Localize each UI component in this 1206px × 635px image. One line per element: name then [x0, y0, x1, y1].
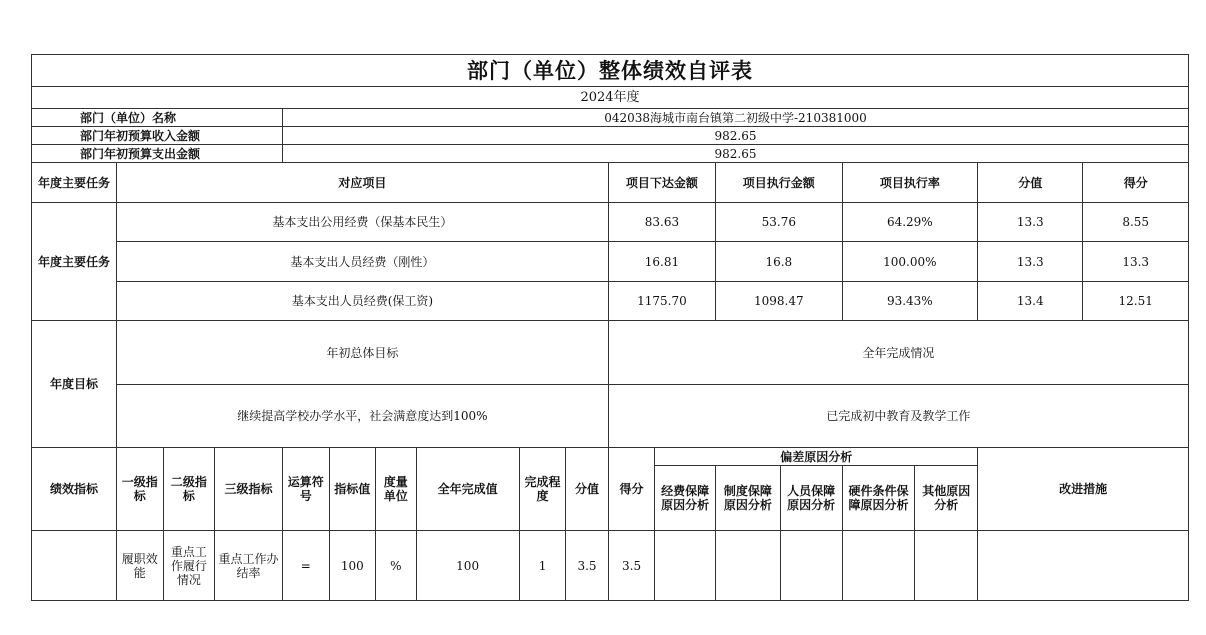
completion-text: 已完成初中教育及教学工作: [608, 385, 1188, 448]
value-header: 分值: [566, 448, 609, 531]
unit-value: %: [376, 531, 416, 601]
indicator-category: [32, 531, 117, 601]
project-name: 基本支出人员经费（刚性）: [117, 242, 609, 282]
expense-value: 982.65: [282, 145, 1188, 163]
executed-amount: 1098.47: [716, 282, 843, 321]
score-value: 13.3: [978, 203, 1083, 242]
target-header: 指标值: [329, 448, 376, 531]
actual-value: 100: [416, 531, 519, 601]
task-header-label: 年度主要任务: [32, 163, 117, 203]
sheet-year: 2024年度: [32, 87, 1189, 109]
income-value: 982.65: [282, 127, 1188, 145]
indicators-label: 绩效指标: [32, 448, 117, 531]
score: 8.55: [1083, 203, 1189, 242]
task-row-label: 年度主要任务: [32, 203, 117, 321]
level1-header: 一级指标: [117, 448, 164, 531]
executed-amount: 16.8: [716, 242, 843, 282]
deviation-header: 偏差原因分析: [655, 448, 978, 466]
overall-goal-header: 年初总体目标: [117, 321, 609, 385]
level2-header: 二级指标: [163, 448, 215, 531]
unit-name-value: 042038海城市南台镇第二初级中学-210381000: [282, 109, 1188, 127]
overall-goal-text: 继续提高学校办学水平，社会满意度达到100%: [117, 385, 609, 448]
value-value: 3.5: [566, 531, 609, 601]
level1-value: 履职效能: [117, 531, 164, 601]
issued-amount: 83.63: [608, 203, 715, 242]
hardware-reason-header: 硬件条件保障原因分析: [842, 466, 915, 531]
sheet-title: 部门（单位）整体绩效自评表: [32, 55, 1189, 87]
issued-amount-header: 项目下达金额: [608, 163, 715, 203]
unit-name-label: 部门（单位）名称: [32, 109, 283, 127]
issued-amount: 1175.70: [608, 282, 715, 321]
execution-rate: 64.29%: [842, 203, 978, 242]
executed-amount: 53.76: [716, 203, 843, 242]
execution-rate: 100.00%: [842, 242, 978, 282]
execution-rate-header: 项目执行率: [842, 163, 978, 203]
evaluation-sheet: [31, 54, 1189, 620]
expense-label: 部门年初预算支出金额: [32, 145, 283, 163]
project-header: 对应项目: [117, 163, 609, 203]
degree-value: 1: [519, 531, 566, 601]
operator-header: 运算符号: [282, 448, 329, 531]
executed-amount-header: 项目执行金额: [716, 163, 843, 203]
project-name: 基本支出人员经费(保工资): [117, 282, 609, 321]
system-reason: [716, 531, 781, 601]
issued-amount: 16.81: [608, 242, 715, 282]
table-row: [32, 242, 1189, 282]
actual-header: 全年完成值: [416, 448, 519, 531]
staff-reason: [780, 531, 842, 601]
degree-header: 完成程度: [519, 448, 566, 531]
table-row: [32, 531, 1189, 601]
evaluation-table: [31, 54, 1189, 601]
unit-header: 度量单位: [376, 448, 416, 531]
level3-value: 重点工作办结率: [215, 531, 283, 601]
score-header-ind: 得分: [608, 448, 655, 531]
target-value: 100: [329, 531, 376, 601]
hardware-reason: [842, 531, 915, 601]
execution-rate: 93.43%: [842, 282, 978, 321]
score-value: 13.4: [978, 282, 1083, 321]
goals-label: 年度目标: [32, 321, 117, 448]
score-value: 13.3: [978, 242, 1083, 282]
table-row: [32, 203, 1189, 242]
other-reason: [915, 531, 978, 601]
operator-value: =: [282, 531, 329, 601]
staff-reason-header: 人员保障原因分析: [780, 466, 842, 531]
level2-value: 重点工作履行情况: [163, 531, 215, 601]
system-reason-header: 制度保障原因分析: [716, 466, 781, 531]
level3-header: 三级指标: [215, 448, 283, 531]
score-header: 得分: [1083, 163, 1189, 203]
score-value-ind: 3.5: [608, 531, 655, 601]
improvement-header: 改进措施: [978, 448, 1189, 531]
funding-reason: [655, 531, 716, 601]
income-label: 部门年初预算收入金额: [32, 127, 283, 145]
score: 13.3: [1083, 242, 1189, 282]
other-reason-header: 其他原因分析: [915, 466, 978, 531]
completion-header: 全年完成情况: [608, 321, 1188, 385]
score-value-header: 分值: [978, 163, 1083, 203]
funding-reason-header: 经费保障原因分析: [655, 466, 716, 531]
score: 12.51: [1083, 282, 1189, 321]
project-name: 基本支出公用经费（保基本民生）: [117, 203, 609, 242]
table-row: [32, 282, 1189, 321]
improvement: [978, 531, 1189, 601]
